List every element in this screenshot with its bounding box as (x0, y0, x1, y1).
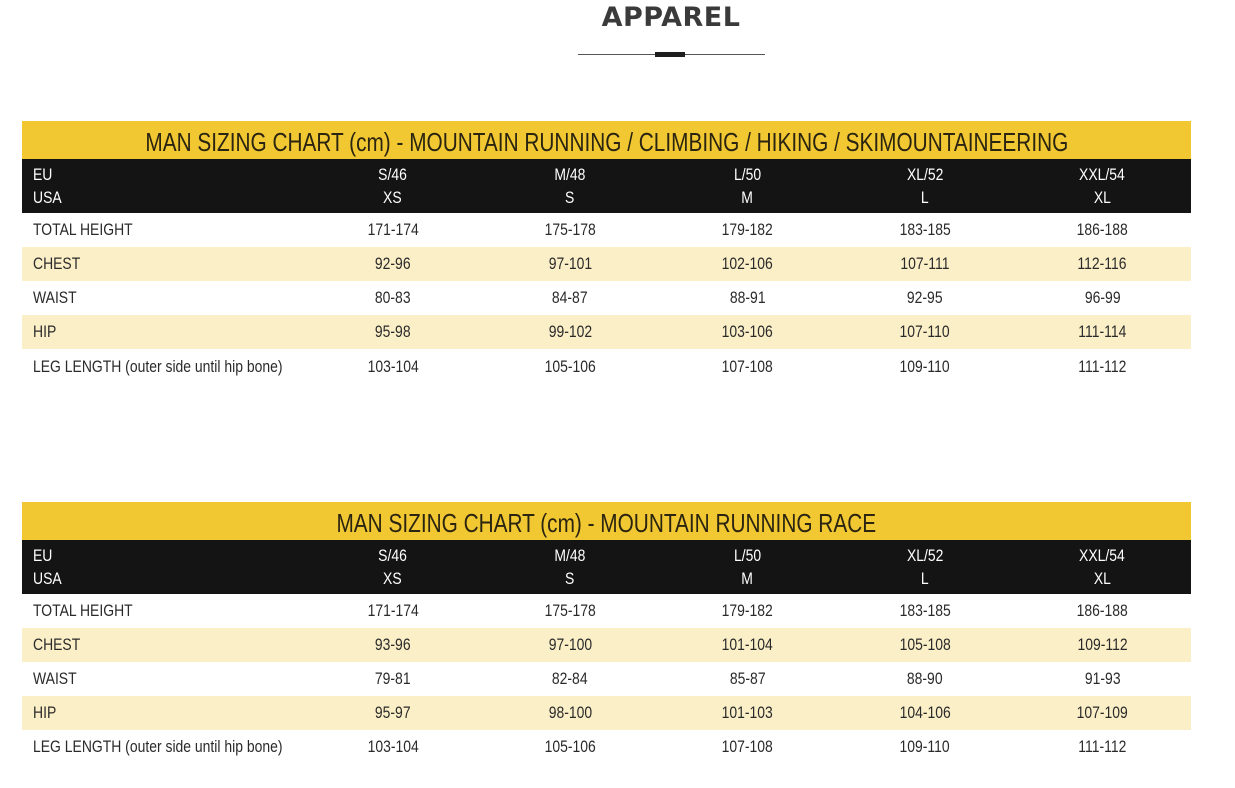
table-cell: 80-83 (374, 288, 411, 307)
table-cell: 82-84 (552, 669, 588, 688)
row-label: CHEST (33, 254, 81, 273)
table-row (22, 628, 1191, 662)
size-header-cell (659, 540, 836, 594)
table-cell: 109-110 (899, 737, 950, 756)
usa-size: S (565, 188, 575, 207)
table-row (22, 315, 1191, 349)
table-cell: 91-93 (1084, 669, 1121, 688)
table-cell: 101-104 (721, 635, 774, 654)
table-cell: 109-110 (899, 357, 950, 376)
table-cell: 102-106 (721, 254, 774, 273)
table-cell: 103-106 (721, 322, 774, 341)
table-cell: 95-97 (374, 703, 411, 722)
table-cell: 101-103 (721, 703, 774, 722)
size-header-cell (1014, 540, 1191, 594)
table-cell: 171-174 (367, 220, 419, 239)
table-cell: 85-87 (729, 669, 766, 688)
table-cell: 96-99 (1084, 288, 1121, 307)
table-row (22, 281, 1191, 315)
row-label: CHEST (33, 635, 81, 654)
table-cell: 183-185 (899, 601, 951, 620)
table-cell: 186-188 (1076, 601, 1128, 620)
header-label-cell (22, 540, 304, 594)
size-header-cell (481, 159, 658, 213)
table-cell: 107-109 (1076, 703, 1128, 722)
table-cell: 107-111 (900, 254, 950, 273)
table-cell: 109-112 (1077, 635, 1128, 654)
table-header-row (22, 540, 1191, 594)
usa-label: USA (33, 188, 62, 207)
eu-size: M/48 (554, 165, 586, 184)
row-label: WAIST (33, 288, 77, 307)
table-row (22, 696, 1191, 730)
table-row (22, 349, 1191, 385)
size-header-cell (304, 159, 481, 213)
row-label: LEG LENGTH (outer side until hip bone) (33, 737, 283, 756)
row-label: LEG LENGTH (outer side until hip bone) (33, 357, 283, 376)
usa-size: XL (1093, 188, 1111, 207)
sizing-table-mountain-running-race (22, 502, 1191, 764)
table-cell: 107-108 (721, 737, 774, 756)
table-row (22, 213, 1191, 247)
row-label: TOTAL HEIGHT (33, 220, 133, 239)
table-cell: 95-98 (374, 322, 411, 341)
table-cell: 111-114 (1078, 322, 1127, 341)
usa-size: XS (383, 188, 402, 207)
table-cell: 107-110 (899, 322, 950, 341)
size-header-cell (481, 540, 658, 594)
table-cell: 105-106 (544, 737, 596, 756)
table-cell: 97-101 (548, 254, 592, 273)
usa-label: USA (33, 569, 62, 588)
eu-size: XXL/54 (1079, 546, 1126, 565)
table-cell: 92-96 (374, 254, 411, 273)
eu-size: XL/52 (906, 546, 944, 565)
table-cell: 175-178 (544, 601, 596, 620)
table-header-row (22, 159, 1191, 213)
table-cell: 175-178 (544, 220, 596, 239)
table-row (22, 594, 1191, 628)
table-cell: 88-91 (729, 288, 766, 307)
table-cell: 98-100 (548, 703, 592, 722)
table-cell: 107-108 (721, 357, 774, 376)
size-header-cell (836, 540, 1013, 594)
table-row (22, 247, 1191, 281)
eu-size: M/48 (554, 546, 586, 565)
table-cell: 92-95 (907, 288, 943, 307)
table-cell: 84-87 (552, 288, 588, 307)
eu-size: XXL/54 (1079, 165, 1126, 184)
title-divider-accent (655, 52, 685, 57)
row-label: WAIST (33, 669, 77, 688)
table-cell: 103-104 (367, 357, 419, 376)
header-label-cell (22, 159, 304, 213)
usa-size: M (741, 188, 754, 207)
table-cell: 179-182 (721, 220, 774, 239)
table-cell: 111-112 (1078, 357, 1127, 376)
eu-size: XL/52 (906, 165, 944, 184)
table-cell: 112-116 (1077, 254, 1127, 273)
table-cell: 93-96 (374, 635, 411, 654)
table-heading: MAN SIZING CHART (cm) - MOUNTAIN RUNNING / CLIMBING / HIKING / SKIMOUNTAINEERING (22, 121, 1191, 159)
table-cell: 186-188 (1076, 220, 1128, 239)
table-cell: 105-106 (544, 357, 596, 376)
usa-size: M (741, 569, 754, 588)
table-row (22, 730, 1191, 764)
eu-size: S/46 (378, 546, 408, 565)
table-cell: 88-90 (907, 669, 943, 688)
table-cell: 103-104 (367, 737, 419, 756)
table-cell: 183-185 (899, 220, 951, 239)
size-header-cell (836, 159, 1013, 213)
usa-size: L (920, 569, 929, 588)
row-label: HIP (33, 322, 57, 341)
usa-size: L (920, 188, 929, 207)
table-cell: 79-81 (374, 669, 411, 688)
table-heading: MAN SIZING CHART (cm) - MOUNTAIN RUNNING RACE (22, 502, 1191, 540)
eu-label: EU (33, 165, 53, 184)
usa-size: XS (383, 569, 402, 588)
sizing-table-mountain-running (22, 121, 1191, 385)
eu-size: L/50 (733, 165, 762, 184)
table-cell: 171-174 (367, 601, 419, 620)
usa-size: S (565, 569, 575, 588)
size-header-cell (659, 159, 836, 213)
page-title: APPAREL (601, 2, 741, 33)
table-cell: 99-102 (548, 322, 592, 341)
table-cell: 111-112 (1078, 737, 1127, 756)
table-row (22, 662, 1191, 696)
row-label: HIP (33, 703, 57, 722)
size-header-cell (304, 540, 481, 594)
usa-size: XL (1093, 569, 1111, 588)
table-cell: 105-108 (899, 635, 951, 654)
eu-size: L/50 (733, 546, 762, 565)
table-cell: 179-182 (721, 601, 774, 620)
table-cell: 97-100 (548, 635, 592, 654)
row-label: TOTAL HEIGHT (33, 601, 133, 620)
eu-label: EU (33, 546, 53, 565)
eu-size: S/46 (378, 165, 408, 184)
size-header-cell (1014, 159, 1191, 213)
table-cell: 104-106 (899, 703, 951, 722)
